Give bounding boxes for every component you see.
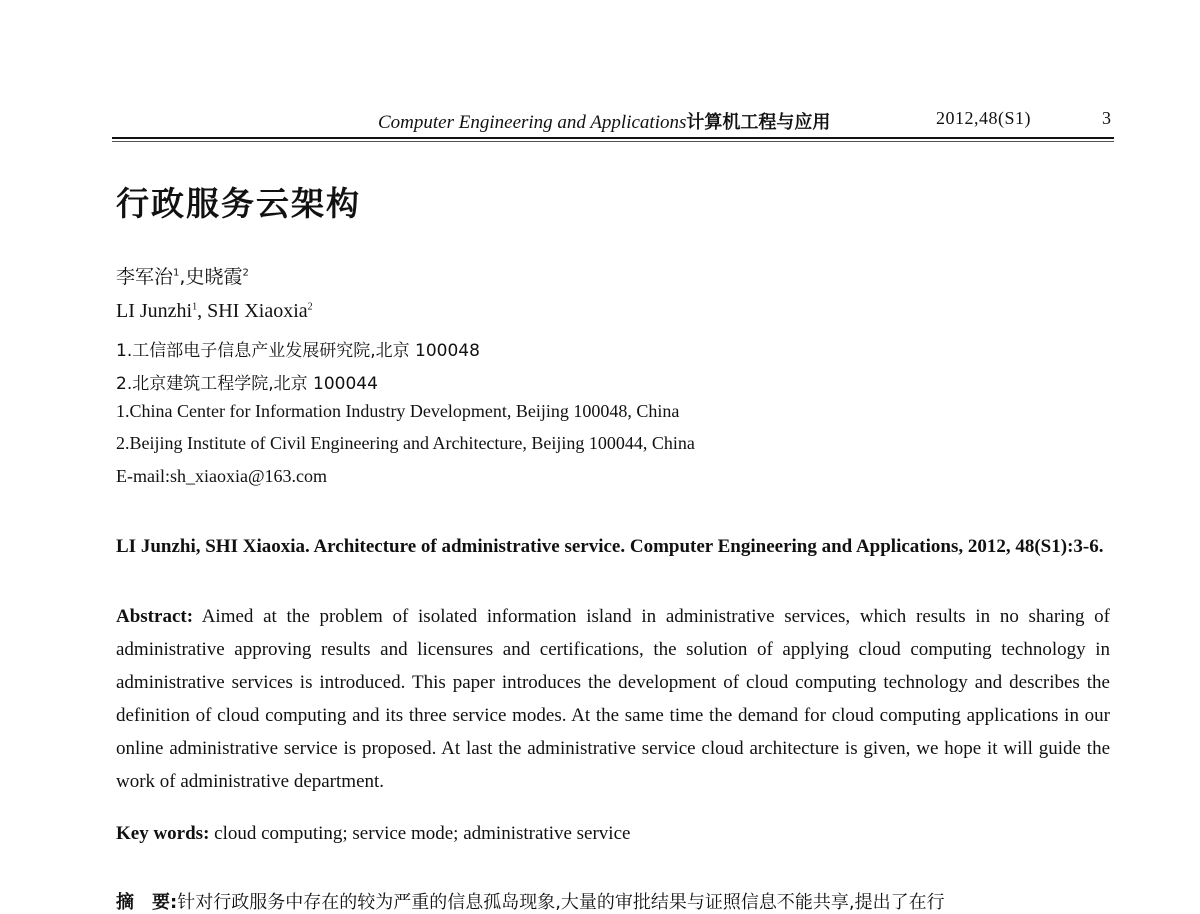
keywords (116, 823, 630, 845)
page-number: 3 (1102, 108, 1111, 128)
abstract-label: Abstract: (116, 606, 194, 627)
citation: LI Junzhi, SHI Xiaoxia. Architecture of administrative service. Computer Engineering and Applications, 2012, 48(S1):3-6. (116, 536, 1104, 557)
affiliation-cn-2: 2.北京建筑工程学院,北京 100044 (116, 374, 378, 394)
abstract-cn (116, 888, 1116, 914)
volume-info: 2012,48(S1) (936, 108, 1031, 128)
affiliation-en-1: 1.China Center for Information Industry Development, Beijing 100048, China (116, 401, 680, 421)
journal-header (378, 108, 830, 134)
author-sep-cn: , (179, 266, 186, 288)
author-2-cn: 史晓霞 (185, 266, 243, 288)
author-1-en-affil: 1 (192, 301, 198, 313)
header-rule-thin (112, 141, 1114, 142)
author-1-cn: 李军治 (116, 266, 174, 288)
abstract-cn-text: 针对行政服务中存在的较为严重的信息孤岛现象,大量的审批结果与证照信息不能共享,提出了在行 (177, 892, 945, 913)
authors-cn (116, 262, 249, 289)
authors-en (116, 300, 313, 323)
author-1-en: LI Junzhi (116, 300, 193, 322)
keywords-text: cloud computing; service mode; administrative service (214, 823, 631, 844)
author-email: E-mail:sh_xiaoxia@163.com (116, 466, 328, 486)
author-2-en: SHI Xiaoxia (207, 300, 308, 322)
abstract-text: Aimed at the problem of isolated information island in administrative services, which results in no sharing of administrative approving results and licensures and certifications, the solution of applying cloud computing technology in administrative services is introduced. This paper introduces the development of cloud computing technology and describes the definition of cloud computing and its three service modes. At the same time the demand for cloud computing applications in our online administrative service is proposed. At last the administrative service cloud architecture is given, we hope it will guide the work of administrative department. (116, 606, 1110, 792)
author-2-en-affil: 2 (307, 301, 313, 313)
abstract-cn-label: 摘 要: (116, 892, 178, 913)
abstract (116, 600, 1110, 798)
author-sep-en: , (197, 300, 208, 322)
paper-title: 行政服务云架构 (116, 184, 361, 223)
header-rule (112, 137, 1114, 139)
affiliation-en-2: 2.Beijing Institute of Civil Engineering and Architecture, Beijing 100044, China (116, 433, 695, 453)
affiliation-cn-1: 1.工信部电子信息产业发展研究院,北京 100048 (116, 341, 480, 361)
author-1-cn-affil: 1 (173, 267, 180, 279)
journal-name-cn: 计算机工程与应用 (686, 112, 831, 133)
keywords-label: Key words: (116, 823, 210, 844)
author-2-cn-affil: 2 (242, 267, 249, 279)
journal-name-en: Computer Engineering and Applications (378, 112, 687, 133)
